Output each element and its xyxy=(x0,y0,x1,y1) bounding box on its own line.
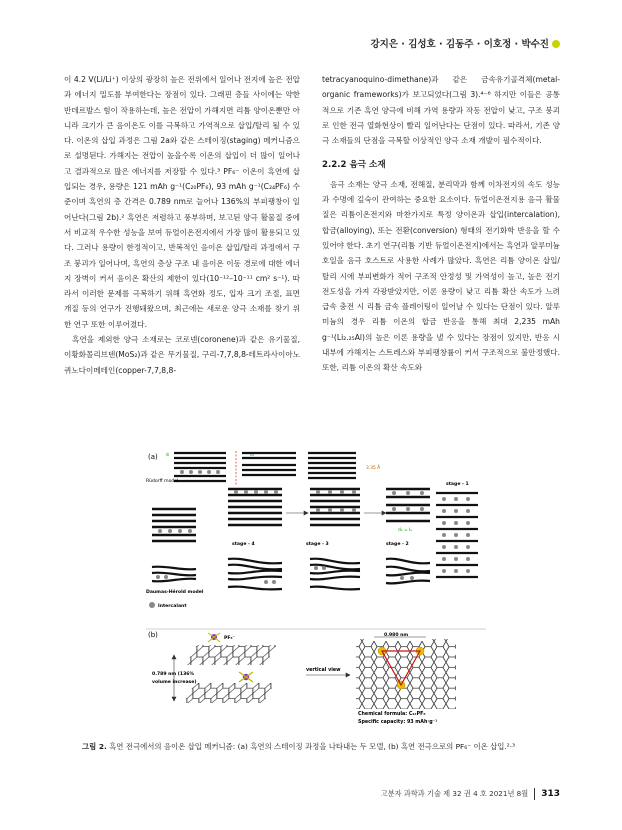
stage4-label: stage - 4 xyxy=(232,542,255,547)
figure-2 xyxy=(146,449,486,732)
stage4-stack xyxy=(152,509,196,541)
header-authors: 강지은 · 김성호 · 김동주 · 이호정 · 박수진 xyxy=(370,39,549,50)
footer-divider xyxy=(534,788,535,800)
graphene-sheet-bottom xyxy=(183,683,275,703)
intercalant-legend-icon xyxy=(149,602,155,608)
di-label: dᵢ xyxy=(166,452,170,457)
graphene-sheet-top xyxy=(185,645,277,665)
interlayer-label-2: volume increase) xyxy=(152,680,197,685)
vertical-view-label: vertical view xyxy=(306,668,341,673)
intercalant-label: Intercalant xyxy=(158,604,187,609)
right-column xyxy=(322,72,560,376)
graphene-lattice xyxy=(356,639,456,709)
caption-text: 흑연 전극에서의 음이온 삽입 메커니즘: (a) 흑연의 스테이징 과정을 나타내는 두 모델, (b) 흑연 전극으로의 PF₆⁻ 이온 삽입.²·³ xyxy=(109,742,516,751)
caption-label: 그림 2. xyxy=(82,742,107,751)
pf6-molecule-mid xyxy=(239,672,253,682)
stage2-label: stage - 2 xyxy=(386,542,409,547)
stage1-label: stage - 1 xyxy=(446,482,469,487)
panel-b-label: (b) xyxy=(148,631,158,639)
footer-journal: 고분자 과학과 기술 제 32 권 4 호 2021년 8월 xyxy=(380,789,529,798)
figure-caption xyxy=(82,741,552,752)
pf6-label: PF₆⁻ xyxy=(224,636,235,641)
left-column xyxy=(64,72,300,378)
top-dimension-label: 0.980 nm xyxy=(384,633,409,638)
interlayer-label-1: 0.789 nm (136% xyxy=(152,672,195,677)
rudorff-label: Rüdorff model xyxy=(146,479,179,484)
left-paragraph-2: 흑연을 제외한 양극 소재로는 코로넨(coronene)과 같은 유기물질, 이황화몰리브덴(MoS₂)과 같은 무기물질, 구리-7,7,8,8-테트라사이아노퀴노다이메테인(copper-7,7,8,8- xyxy=(64,335,300,375)
page-footer xyxy=(381,788,560,800)
formula-label: Chemical formula: C₂₄PF₆ xyxy=(358,712,426,717)
panel-a-label: (a) xyxy=(148,453,158,461)
daumas-stack xyxy=(228,559,430,590)
daumas-label: Daumas-Hérold model xyxy=(146,590,204,595)
d1-label: d₁ xyxy=(250,452,255,457)
spacing-label: 3.35 Å xyxy=(366,466,381,471)
page-number: 313 xyxy=(541,789,560,799)
accent-dot-icon xyxy=(552,40,560,48)
rudorff-stack xyxy=(146,453,226,484)
section-heading: 2.2.2 음극 소재 xyxy=(322,160,386,171)
stage1-stack xyxy=(436,481,478,577)
figure-2-svg xyxy=(146,449,486,732)
running-header xyxy=(370,36,560,50)
pf6-molecule-top xyxy=(208,633,220,642)
stage3-label: stage - 3 xyxy=(306,542,329,547)
capacity-label: Specific capacity: 93 mAh·g⁻¹ xyxy=(358,720,438,725)
left-paragraph-1: 이 4.2 V(Li/Li⁺) 이상의 광장히 높은 전위에서 일어나 전지에 높은 전압과 에너지 밀도를 부여한다는 장점이 있다. 그래핀 층들 사이에는 약한 반데르발스 힘이 작용하는데, 높은 전압이 가해지면 리튬 양이온뿐만 아니라 크기가 큰 음이온도 이를 극복하고 가역적으로 삽입/탈리 될 수 있다. 이온의 삽입 과정은 그림 2a와 같은 스테이징(staging) 메커니즘으로 설명된다. 가해지는 전압이 높을수록 이온의 삽입이 더 많이 일어나고 결과적으로 많은 에너지를 저장할 수 있다.³ PF₆⁻ 이온이 흑연에 삽입되는 경우, 용량은 121 mAh g⁻¹(C₂₀PF₆), 93 mAh g⁻¹(C₂₄PF₆) 수준이며 흑연의 층 간격은 0.789 nm로 늘어나 136%의 부피팽창이 일어난다(그림 2b).² 흑연은 저렴하고 풍부하며, 보고된 양극 활물질 중에서 비교적 우수한 성능을 보여 듀얼이온전지에서 가장 많이 활용되고 있다. 그러나 용량이 한정적이고, 반복적인 음이온 삽입/탈리 과정에서 구조 붕괴가 일어나며, 흑연의 층상 구조 내 음이온 이동 경로에 대한 에너지 장벽이 커서 음이온 확산의 제한이 있다(10⁻¹²–10⁻¹¹ cm² s⁻¹). 따라서 이러한 문제를 극복하기 위해 흑연화 정도, 입자 크기 조절, 표면 개질 등의 연구가 진행돼왔으며, 최근에는 새로운 양극 소재를 찾기 위한 연구 또한 이루어졌다. xyxy=(64,75,300,329)
right-paragraph-2: 음극 소재는 양극 소재, 전해질, 분리막과 함께 이차전지의 속도 성능과 수명에 깊숙이 관여하는 중요한 요소이다. 듀얼이온전지용 음극 활물질은 리튬이온전지와 마찬가지로 특정 양이온과 삽입(intercalation), 합금(alloying), 또는 전환(conversion) 형태의 전기화학 반응을 할 수 있어야 한다. 초기 연구(리튬 기반 듀얼이온전지)에서는 흑연과 알루미늄 호일을 음극 호스트로 사용한 사례가 많았다. 흑연은 리튬 양이온 삽입/탈리 시에 부피변화가 적어 구조적 안정성 및 가역성이 높고, 높은 전기전도성을 가져 각광받았지만, 이론 용량이 낮고 리튬 확산 속도가 느려 급속 충전 시 리튬 금속 플레이팅이 일어날 수 있다는 단점이 있다. 알루미늄의 경우 리튬 이온의 합금 반응을 통해 최대 2,235 mAh g⁻¹(Li₂.₂₅Al)의 높은 이론 용량을 낼 수 있다는 장점이 있지만, 반응 시 내부에 가해지는 스트레스와 부피팽창률이 커서 구조적으로 불안정했다. 또한, 리튬 이온의 확산 속도와 xyxy=(322,179,560,373)
d1-eq-label: d₁ = Iₑ xyxy=(398,528,413,533)
right-paragraph-1: tetracyanoquino-dimethane)과 같은 금속유기골격체(metal-organic frameworks)가 보고되었다(그림 3).⁴⁻⁶ 하지만 이들은 공통적으로 기존 흑연 양극에 비해 가역 용량과 작동 전압이 낮고, 구조 붕괴로 인한 전극 열화현상이 빨리 일어난다는 단점이 있다. 따라서, 기존 양극 소재들의 단점을 극복할 이상적인 양극 소재 개발이 필수적이다. xyxy=(322,75,560,146)
